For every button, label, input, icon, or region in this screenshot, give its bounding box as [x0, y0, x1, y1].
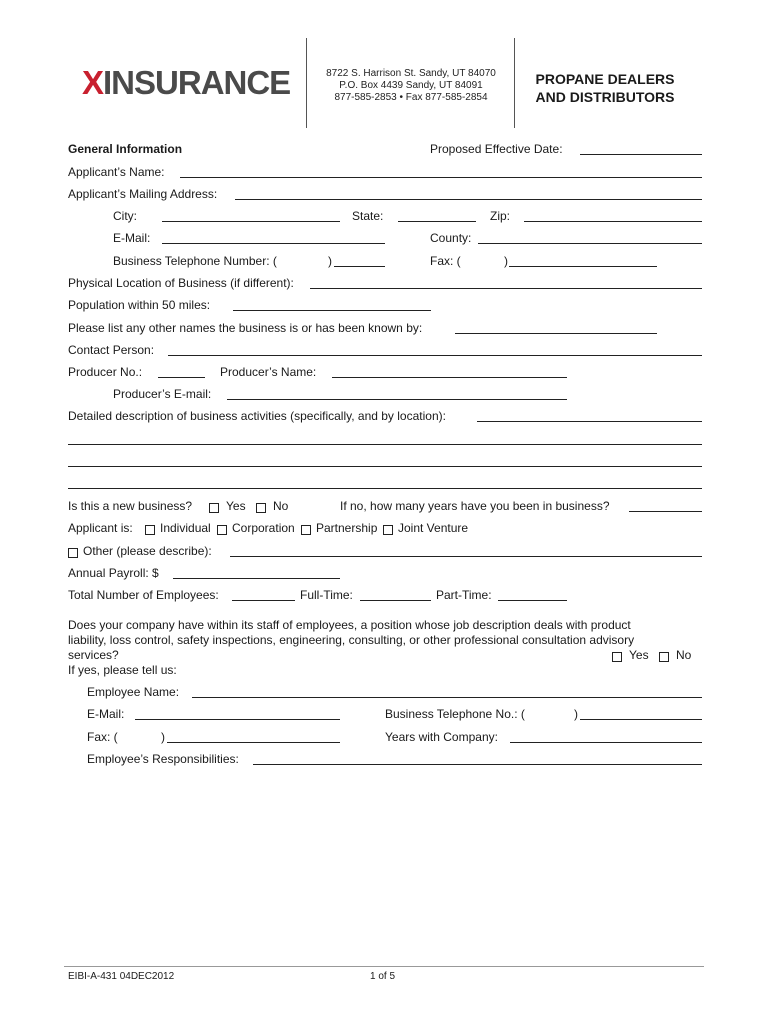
total-employees-field[interactable]: [232, 600, 295, 601]
joint-venture-label: Joint Venture: [398, 521, 469, 535]
producer-email-label: Producer’s E-mail:: [113, 387, 212, 401]
employee-name-label: Employee Name:: [87, 685, 180, 699]
other-describe-field[interactable]: [230, 556, 702, 557]
corporation-label: Corporation: [232, 521, 295, 535]
page-number: 1 of 5: [370, 971, 396, 982]
other-label: Other (please describe):: [83, 544, 212, 558]
full-time-label: Full-Time:: [300, 588, 353, 602]
corporation-checkbox[interactable]: [217, 523, 227, 537]
part-time-label: Part-Time:: [436, 588, 492, 602]
full-time-field[interactable]: [360, 600, 431, 601]
employee-email-label: E-Mail:: [87, 707, 125, 721]
company-logo: [82, 64, 290, 102]
mailing-address-label: Applicant’s Mailing Address:: [68, 187, 218, 201]
email-field[interactable]: [162, 243, 385, 244]
form-title: [520, 70, 690, 106]
form-title-line-2: AND DISTRIBUTORS: [535, 89, 675, 105]
producer-email-field[interactable]: [227, 399, 567, 400]
years-in-business-field[interactable]: [629, 511, 702, 512]
producer-no-field[interactable]: [158, 377, 205, 378]
employee-fax-label: Fax: (: [87, 730, 118, 744]
fax-close-paren: ): [504, 254, 508, 268]
annual-payroll-label: Annual Payroll: $: [68, 566, 159, 580]
staff-question-line-1: Does your company have within its staff of employees, a position whose job description deals with product: [68, 618, 631, 632]
logo-text: INSURANCE: [103, 64, 291, 101]
new-business-yes-label: Yes: [226, 499, 246, 513]
description-label: Detailed description of business activities (specifically, and by location):: [68, 409, 446, 423]
joint-venture-checkbox[interactable]: [383, 523, 393, 537]
business-phone-close-paren: ): [574, 707, 578, 721]
business-phone-field[interactable]: [580, 719, 702, 720]
new-business-yes-checkbox[interactable]: [209, 501, 219, 515]
new-business-no-label: No: [273, 499, 289, 513]
part-time-field[interactable]: [498, 600, 567, 601]
other-names-field[interactable]: [455, 333, 657, 334]
staff-question-line-2: liability, loss control, safety inspections, engineering, consulting, or other professional consultation advisory: [68, 633, 635, 647]
staff-question: [68, 618, 698, 678]
staff-yes-checkbox[interactable]: [612, 650, 622, 664]
physical-location-label: Physical Location of Business (if different):: [68, 276, 294, 290]
employee-email-field[interactable]: [135, 719, 340, 720]
description-field-line-3[interactable]: [68, 466, 702, 467]
total-employees-label: Total Number of Employees:: [68, 588, 219, 602]
county-field[interactable]: [478, 243, 702, 244]
applicant-is-label: Applicant is:: [68, 521, 133, 535]
physical-location-field[interactable]: [310, 288, 702, 289]
staff-yes-label: Yes: [629, 648, 649, 662]
employee-name-field[interactable]: [192, 697, 702, 698]
state-label: State:: [352, 209, 384, 223]
population-field[interactable]: [233, 310, 431, 311]
form-title-line-1: PROPANE DEALERS: [535, 71, 675, 87]
contact-person-field[interactable]: [168, 355, 702, 356]
business-phone-label: Business Telephone No.: (: [385, 707, 525, 721]
address-line-3: 877-585-2853 • Fax 877-585-2854: [334, 92, 488, 103]
years-with-company-field[interactable]: [510, 742, 702, 743]
population-label: Population within 50 miles:: [68, 298, 211, 312]
phone-close-paren: ): [328, 254, 332, 268]
header-divider-left: [306, 38, 307, 128]
if-yes-label: If yes, please tell us:: [68, 663, 177, 677]
phone-label: Business Telephone Number: (: [113, 254, 277, 268]
fax-field[interactable]: [509, 266, 657, 267]
email-label: E-Mail:: [113, 231, 151, 245]
employee-fax-field[interactable]: [167, 742, 340, 743]
partnership-label: Partnership: [316, 521, 378, 535]
other-names-label: Please list any other names the business is or has been known by:: [68, 321, 423, 335]
other-checkbox[interactable]: [68, 546, 78, 560]
employee-fax-close-paren: ): [161, 730, 165, 744]
applicant-name-label: Applicant’s Name:: [68, 165, 165, 179]
applicant-name-field[interactable]: [180, 177, 702, 178]
section-title: General Information: [68, 142, 183, 156]
responsibilities-label: Employee’s Responsibilities:: [87, 752, 239, 766]
years-in-business-label: If no, how many years have you been in business?: [340, 499, 610, 513]
new-business-no-checkbox[interactable]: [256, 501, 266, 515]
individual-label: Individual: [160, 521, 211, 535]
zip-field[interactable]: [524, 221, 702, 222]
description-field-line-1[interactable]: [477, 421, 702, 422]
new-business-label: Is this a new business?: [68, 499, 193, 513]
fax-label: Fax: (: [430, 254, 461, 268]
staff-question-line-3: services?: [68, 648, 119, 662]
staff-no-label: No: [676, 648, 692, 662]
phone-field[interactable]: [334, 266, 385, 267]
description-field-line-4[interactable]: [68, 488, 702, 489]
effective-date-label: Proposed Effective Date:: [430, 142, 563, 156]
contact-person-label: Contact Person:: [68, 343, 155, 357]
partnership-checkbox[interactable]: [301, 523, 311, 537]
address-line-1: 8722 S. Harrison St. Sandy, UT 84070: [326, 68, 496, 79]
staff-no-checkbox[interactable]: [659, 650, 669, 664]
form-code: EIBI-A-431 04DEC2012: [68, 971, 175, 982]
producer-name-label: Producer’s Name:: [220, 365, 317, 379]
producer-no-label: Producer No.:: [68, 365, 143, 379]
producer-name-field[interactable]: [332, 377, 567, 378]
header-divider-right: [514, 38, 515, 128]
footer-rule: [64, 966, 704, 967]
description-field-line-2[interactable]: [68, 444, 702, 445]
state-field[interactable]: [398, 221, 476, 222]
responsibilities-field[interactable]: [253, 764, 702, 765]
address-line-2: P.O. Box 4439 Sandy, UT 84091: [339, 80, 483, 91]
annual-payroll-field[interactable]: [173, 578, 340, 579]
company-address: [318, 68, 504, 104]
years-with-company-label: Years with Company:: [385, 730, 498, 744]
city-label: City:: [113, 209, 137, 223]
effective-date-field[interactable]: [580, 154, 702, 155]
county-label: County:: [430, 231, 472, 245]
zip-label: Zip:: [490, 209, 511, 223]
individual-checkbox[interactable]: [145, 523, 155, 537]
mailing-address-field[interactable]: [235, 199, 702, 200]
logo-x: X: [82, 64, 104, 101]
city-field[interactable]: [162, 221, 340, 222]
